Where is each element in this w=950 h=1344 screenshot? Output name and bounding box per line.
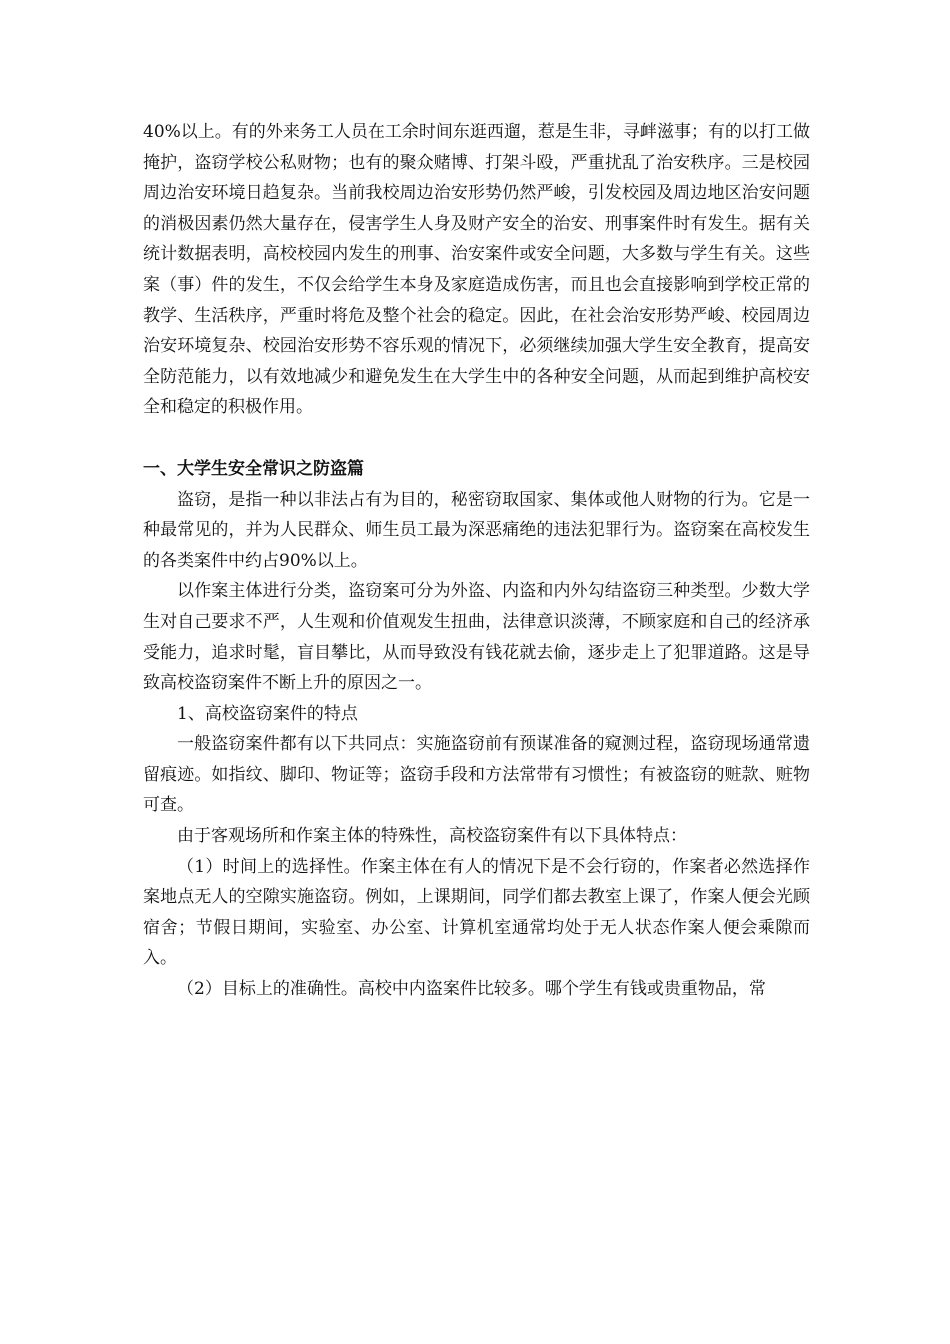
paragraph-feature-time: （1）时间上的选择性。作案主体在有人的情况下是不会行窃的，作案者必然选择作案地点无人的空隙实施盗窃。例如，上课期间，同学们都去教室上课了，作案人便会光顾宿舍；节假日期间，实验室、办公室、计算机室通常均处于无人状态作案人便会乘隙而入。 bbox=[143, 856, 810, 969]
paragraph-intro-continued: 40%以上。有的外来务工人员在工余时间东逛西遛，惹是生非，寻衅滋事；有的以打工做掩护，盗窃学校公私财物；也有的聚众赌博、打架斗殴，严重扰乱了治安秩序。三是校园周边治安环境日趋复杂。当前我校周边治安形势仍然严峻，引发校园及周边地区治安问题的消极因素仍然大量存在，侵害学生人身及财产安全的治安、刑事案件时有发生。据有关统计数据表明，高校校园内发生的刑事、治安案件或安全问题，大多数与学生有关。这些案（事）件的发生，不仅会给学生本身及家庭造成伤害，而且也会直接影响到学校正常的教学、生活秩序，严重时将危及整个社会的稳定。因此，在社会治安形势严峻、校园周边治安环境复杂、校园治安形势不容乐观的情况下，必须继续加强大学生安全教育，提高安全防范能力，以有效地减少和避免发生在大学生中的各种安全问题，从而起到维护高校安全和稳定的积极作用。 bbox=[143, 122, 810, 418]
subheading-theft-characteristics: 1、高校盗窃案件的特点 bbox=[177, 703, 358, 724]
paragraph-theft-definition: 盗窃，是指一种以非法占有为目的，秘密窃取国家、集体或他人财物的行为。它是一种最常见的，并为人民群众、师生员工最为深恶痛绝的违法犯罪行为。盗窃案在高校发生的各类案件中约占90%以上。 bbox=[143, 489, 810, 571]
paragraph-specific-features: 由于客观场所和作案主体的特殊性，高校盗窃案件有以下具体特点： bbox=[177, 826, 687, 847]
paragraph-theft-types: 以作案主体进行分类，盗窃案可分为外盗、内盗和内外勾结盗窃三种类型。少数大学生对自己要求不严，人生观和价值观发生扭曲，法律意识淡薄，不顾家庭和自己的经济承受能力，追求时髦，盲目攀比，从而导致没有钱花就去偷，逐步走上了犯罪道路。这是导致高校盗窃案件不断上升的原因之一。 bbox=[143, 581, 810, 694]
paragraph-feature-target: （2）目标上的准确性。高校中内盗案件比较多。哪个学生有钱或贵重物品，常 bbox=[177, 979, 766, 1000]
paragraph-common-points: 一般盗窃案件都有以下共同点：实施盗窃前有预谋准备的窥测过程，盗窃现场通常遗留痕迹。如指纹、脚印、物证等；盗窃手段和方法常带有习惯性；有被盗窃的赃款、赃物可查。 bbox=[143, 734, 810, 816]
section-heading: 一、大学生安全常识之防盗篇 bbox=[143, 458, 364, 479]
